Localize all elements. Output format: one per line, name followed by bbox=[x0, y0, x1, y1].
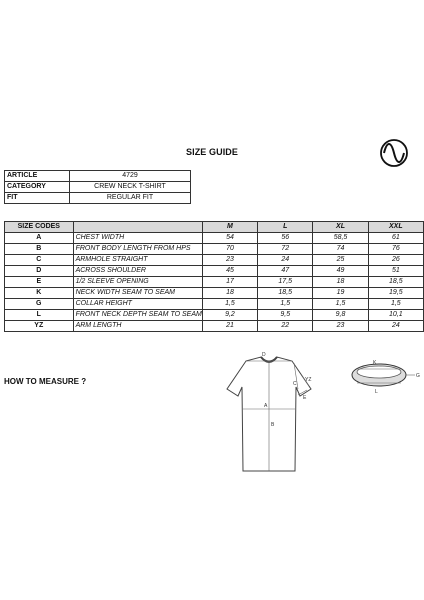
measurement-value: 24 bbox=[368, 321, 423, 332]
measurement-value: 26 bbox=[368, 255, 423, 266]
size-codes-header: SIZE CODES bbox=[5, 222, 74, 233]
measurement-value: 17,5 bbox=[258, 277, 313, 288]
info-row bbox=[5, 171, 191, 182]
size-code: YZ bbox=[5, 321, 74, 332]
size-header: L bbox=[258, 222, 313, 233]
size-code: A bbox=[5, 233, 74, 244]
info-key: CATEGORY bbox=[5, 182, 70, 193]
how-to-measure-heading: HOW TO MEASURE ? bbox=[4, 377, 87, 386]
info-key: ARTICLE bbox=[5, 171, 70, 182]
info-value: CREW NECK T-SHIRT bbox=[70, 182, 191, 193]
measurement-value: 74 bbox=[313, 244, 368, 255]
measurement-value: 25 bbox=[313, 255, 368, 266]
measurement-value: 1,5 bbox=[313, 299, 368, 310]
diagram-label: E bbox=[303, 395, 307, 401]
measurement-value: 9,5 bbox=[258, 310, 313, 321]
size-header: XL bbox=[313, 222, 368, 233]
diagram-label: K bbox=[373, 360, 377, 366]
measurement-value: 72 bbox=[258, 244, 313, 255]
size-header: M bbox=[202, 222, 257, 233]
size-code: B bbox=[5, 244, 74, 255]
measurement-description: FRONT NECK DEPTH SEAM TO SEAM bbox=[73, 310, 202, 321]
measurement-value: 49 bbox=[313, 266, 368, 277]
tshirt-diagram-icon bbox=[214, 351, 324, 476]
measurement-value: 45 bbox=[202, 266, 257, 277]
measurement-value: 19 bbox=[313, 288, 368, 299]
size-row bbox=[5, 233, 424, 244]
measurement-description: ACROSS SHOULDER bbox=[73, 266, 202, 277]
measurement-value: 1,5 bbox=[202, 299, 257, 310]
diagram-label: D bbox=[262, 352, 266, 358]
measurement-value: 9,2 bbox=[202, 310, 257, 321]
measurement-value: 9,8 bbox=[313, 310, 368, 321]
article-info-table bbox=[4, 170, 191, 204]
size-code: C bbox=[5, 255, 74, 266]
size-code: E bbox=[5, 277, 74, 288]
measurement-value: 23 bbox=[313, 321, 368, 332]
diagram-label: G bbox=[416, 373, 420, 379]
page-title: SIZE GUIDE bbox=[185, 147, 238, 157]
measurement-value: 21 bbox=[202, 321, 257, 332]
diagram-label: YZ bbox=[305, 377, 312, 383]
measurement-value: 18 bbox=[202, 288, 257, 299]
measurement-value: 23 bbox=[202, 255, 257, 266]
measurement-value: 18,5 bbox=[368, 277, 423, 288]
measurement-value: 18 bbox=[313, 277, 368, 288]
measurement-value: 76 bbox=[368, 244, 423, 255]
diagram-label: B bbox=[271, 422, 275, 428]
size-row bbox=[5, 255, 424, 266]
measurement-value: 17 bbox=[202, 277, 257, 288]
measurement-description: ARMHOLE STRAIGHT bbox=[73, 255, 202, 266]
measurement-value: 56 bbox=[258, 233, 313, 244]
measurement-value: 1,5 bbox=[368, 299, 423, 310]
diagram-label: C bbox=[293, 381, 297, 387]
size-row bbox=[5, 266, 424, 277]
measurement-description: CHEST WIDTH bbox=[73, 233, 202, 244]
measurement-value: 18,5 bbox=[258, 288, 313, 299]
measurement-value: 10,1 bbox=[368, 310, 423, 321]
size-row bbox=[5, 277, 424, 288]
measurement-value: 70 bbox=[202, 244, 257, 255]
size-code: K bbox=[5, 288, 74, 299]
size-row bbox=[5, 321, 424, 332]
size-row bbox=[5, 310, 424, 321]
info-key: FIT bbox=[5, 193, 70, 204]
measurement-description: FRONT BODY LENGTH FROM HPS bbox=[73, 244, 202, 255]
info-value: 4729 bbox=[70, 171, 191, 182]
diagram-label: A bbox=[264, 403, 268, 409]
measurement-value: 47 bbox=[258, 266, 313, 277]
measurement-value: 58,5 bbox=[313, 233, 368, 244]
size-row bbox=[5, 299, 424, 310]
info-row bbox=[5, 193, 191, 204]
measurement-description: NECK WIDTH SEAM TO SEAM bbox=[73, 288, 202, 299]
measurement-value: 61 bbox=[368, 233, 423, 244]
measurement-description: 1/2 SLEEVE OPENING bbox=[73, 277, 202, 288]
size-chart-table bbox=[4, 221, 424, 332]
description-header bbox=[73, 222, 202, 233]
size-header: XXL bbox=[368, 222, 423, 233]
measurement-description: COLLAR HEIGHT bbox=[73, 299, 202, 310]
measurement-value: 51 bbox=[368, 266, 423, 277]
info-row bbox=[5, 182, 191, 193]
measurement-description: ARM LENGTH bbox=[73, 321, 202, 332]
size-code: L bbox=[5, 310, 74, 321]
size-code: G bbox=[5, 299, 74, 310]
diagram-label: L bbox=[375, 389, 378, 395]
size-row bbox=[5, 244, 424, 255]
measurement-value: 54 bbox=[202, 233, 257, 244]
info-value: REGULAR FIT bbox=[70, 193, 191, 204]
size-row bbox=[5, 288, 424, 299]
measurement-value: 22 bbox=[258, 321, 313, 332]
measurement-value: 19,5 bbox=[368, 288, 423, 299]
size-table-header bbox=[5, 222, 424, 233]
measurement-value: 24 bbox=[258, 255, 313, 266]
collar-diagram-icon bbox=[345, 355, 424, 395]
size-code: D bbox=[5, 266, 74, 277]
wave-circle-logo-icon bbox=[379, 138, 409, 168]
measurement-value: 1,5 bbox=[258, 299, 313, 310]
